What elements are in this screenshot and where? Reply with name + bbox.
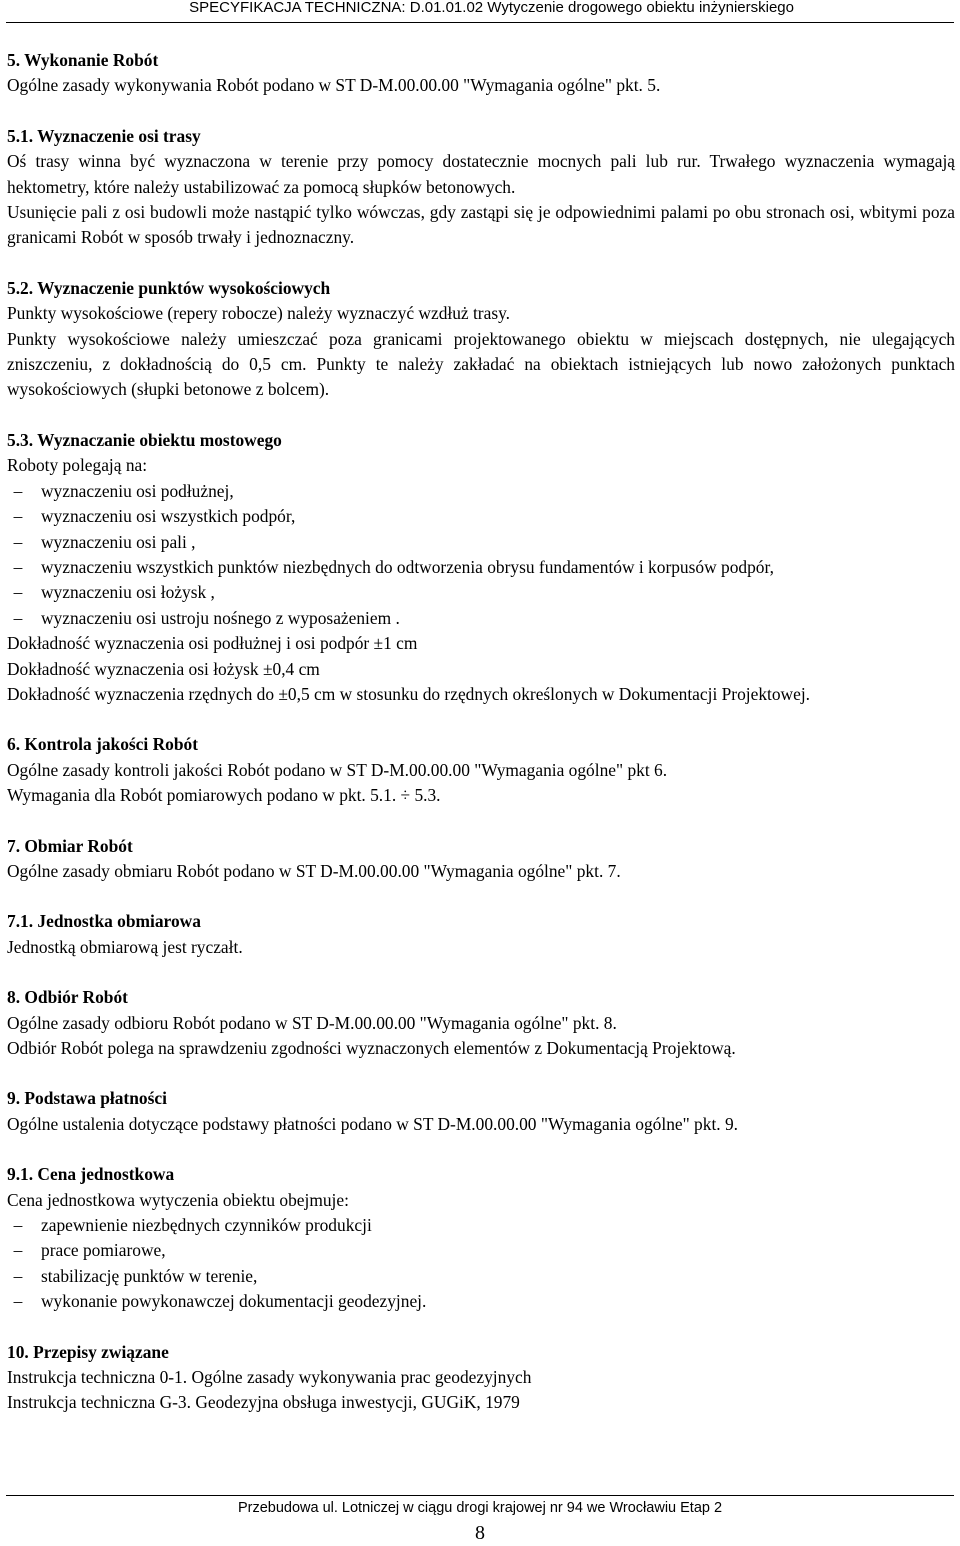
section-7-p1: Ogólne zasady obmiaru Robót podano w ST D-M.00.00.00 "Wymagania ogólne" pkt. 7. bbox=[7, 860, 621, 881]
section-5-2-p1: Punkty wysokościowe (repery robocze) należy wyznaczyć wzdłuż trasy. bbox=[7, 303, 511, 324]
section-5-2-title: 5.2. Wyznaczenie punktów wysokościowych bbox=[7, 277, 331, 298]
section-5-p1: Ogólne zasady wykonywania Robót podano w ST D-M.00.00.00 "Wymagania ogólne" pkt. 5. bbox=[7, 75, 661, 96]
section-5-3-title: 5.3. Wyznaczanie obiektu mostowego bbox=[7, 429, 282, 450]
section-5 bbox=[7, 48, 955, 99]
section-5-2-p2: Punkty wysokościowe należy umieszczać poza granicami projektowanego obiektu w miejscach dostępnych, nie ulegających zniszczeniu, z dokładnością do 0,5 cm. Punkty te należy zakładać na obiektach istniejących lub nowo założonych punktach wysokościowych (słupki betonowe z bolcem). bbox=[7, 328, 955, 400]
list-item: – prace pomiarowe, bbox=[7, 1238, 955, 1263]
section-10-p1: Instrukcja techniczna 0-1. Ogólne zasady wykonywania prac geodezyjnych bbox=[7, 1367, 532, 1388]
accuracy-line-2: Dokładność wyznaczenia osi łożysk ±0,4 cm bbox=[7, 658, 320, 679]
section-6 bbox=[7, 732, 955, 808]
section-7-1 bbox=[7, 909, 955, 960]
section-5-3-intro: Roboty polegają na: bbox=[7, 455, 148, 476]
section-7 bbox=[7, 834, 955, 885]
section-7-1-p1: Jednostką obmiarową jest ryczałt. bbox=[7, 936, 243, 957]
section-6-p2: Wymagania dla Robót pomiarowych podano w pkt. 5.1. ÷ 5.3. bbox=[7, 785, 441, 806]
section-10 bbox=[7, 1340, 955, 1416]
section-8-p1: Ogólne zasady odbioru Robót podano w ST D-M.00.00.00 "Wymagania ogólne" pkt. 8. bbox=[7, 1012, 617, 1033]
page-footer bbox=[6, 1495, 954, 1546]
list-item: – wyznaczeniu osi wszystkich podpór, bbox=[7, 504, 955, 529]
section-5-1 bbox=[7, 124, 955, 251]
section-5-1-p2: Usunięcie pali z osi budowli może nastąpić tylko wówczas, gdy zastąpi się je odpowiednimi palami po obu stronach osi, wbitymi poza granicami Robót w sposób trwały i jednoznaczny. bbox=[7, 202, 955, 248]
section-10-title: 10. Przepisy związane bbox=[7, 1341, 169, 1362]
list-item: – wyznaczeniu osi ustroju nośnego z wyposażeniem . bbox=[7, 606, 955, 631]
section-5-2 bbox=[7, 276, 955, 403]
section-7-title: 7. Obmiar Robót bbox=[7, 835, 133, 856]
list-item: – wyznaczeniu osi łożysk , bbox=[7, 580, 955, 605]
section-8-p2: Odbiór Robót polega na sprawdzeniu zgodności wyznaczonych elementów z Dokumentacją Projektową. bbox=[7, 1038, 736, 1058]
section-5-3-list bbox=[7, 479, 955, 631]
list-item: – wyznaczeniu osi pali , bbox=[7, 530, 955, 555]
section-9-1-list bbox=[7, 1213, 955, 1315]
accuracy-line-3: Dokładność wyznaczenia rzędnych do ±0,5 cm w stosunku do rzędnych określonych w Dokumentacji Projektowej. bbox=[7, 683, 811, 704]
accuracy-line-1: Dokładność wyznaczenia osi podłużnej i osi podpór ±1 cm bbox=[7, 633, 418, 654]
list-item: – wykonanie powykonawczej dokumentacji geodezyjnej. bbox=[7, 1289, 955, 1314]
page-number: 8 bbox=[475, 1522, 485, 1544]
page-header bbox=[6, 0, 954, 23]
document-body bbox=[7, 48, 955, 1416]
header-text: SPECYFIKACJA TECHNICZNA: D.01.01.02 Wytyczenie drogowego obiektu inżynierskiego bbox=[189, 0, 794, 16]
section-9-1-title: 9.1. Cena jednostkowa bbox=[7, 1164, 175, 1185]
section-10-p2: Instrukcja techniczna G-3. Geodezyjna obsługa inwestycji, GUGiK, 1979 bbox=[7, 1392, 520, 1413]
section-5-1-p1: Oś trasy winna być wyznaczona w terenie przy pomocy dostatecznie mocnych pali lub rur. Trwałego wyznaczenia wymagają hektometry, które należy ustabilizować za pomocą słupków betonowych. bbox=[7, 151, 955, 197]
section-8-title: 8. Odbiór Robót bbox=[7, 987, 128, 1008]
footer-text: Przebudowa ul. Lotniczej w ciągu drogi krajowej nr 94 we Wrocławiu Etap 2 bbox=[237, 1500, 723, 1516]
section-6-title: 6. Kontrola jakości Robót bbox=[7, 734, 198, 755]
section-7-1-title: 7.1. Jednostka obmiarowa bbox=[7, 911, 201, 932]
section-6-p1: Ogólne zasady kontroli jakości Robót podano w ST D-M.00.00.00 "Wymagania ogólne" pkt 6. bbox=[7, 759, 668, 780]
section-9-1 bbox=[7, 1162, 955, 1314]
list-item: – stabilizację punktów w terenie, bbox=[7, 1264, 955, 1289]
section-5-title: 5. Wykonanie Robót bbox=[7, 50, 159, 70]
section-5-1-title: 5.1. Wyznaczenie osi trasy bbox=[7, 125, 201, 146]
section-9-1-intro: Cena jednostkowa wytyczenia obiektu obejmuje: bbox=[7, 1189, 349, 1210]
section-9 bbox=[7, 1086, 955, 1137]
section-5-3 bbox=[7, 428, 955, 707]
list-item: – wyznaczeniu wszystkich punktów niezbędnych do odtworzenia obrysu fundamentów i korpusów podpór, bbox=[7, 555, 955, 580]
list-item: – zapewnienie niezbędnych czynników produkcji bbox=[7, 1213, 955, 1238]
section-9-title: 9. Podstawa płatności bbox=[7, 1088, 167, 1109]
list-item: – wyznaczeniu osi podłużnej, bbox=[7, 479, 955, 504]
section-9-p1: Ogólne ustalenia dotyczące podstawy płatności podano w ST D-M.00.00.00 "Wymagania ogólne" pkt. 9. bbox=[7, 1113, 739, 1134]
section-8 bbox=[7, 985, 955, 1061]
